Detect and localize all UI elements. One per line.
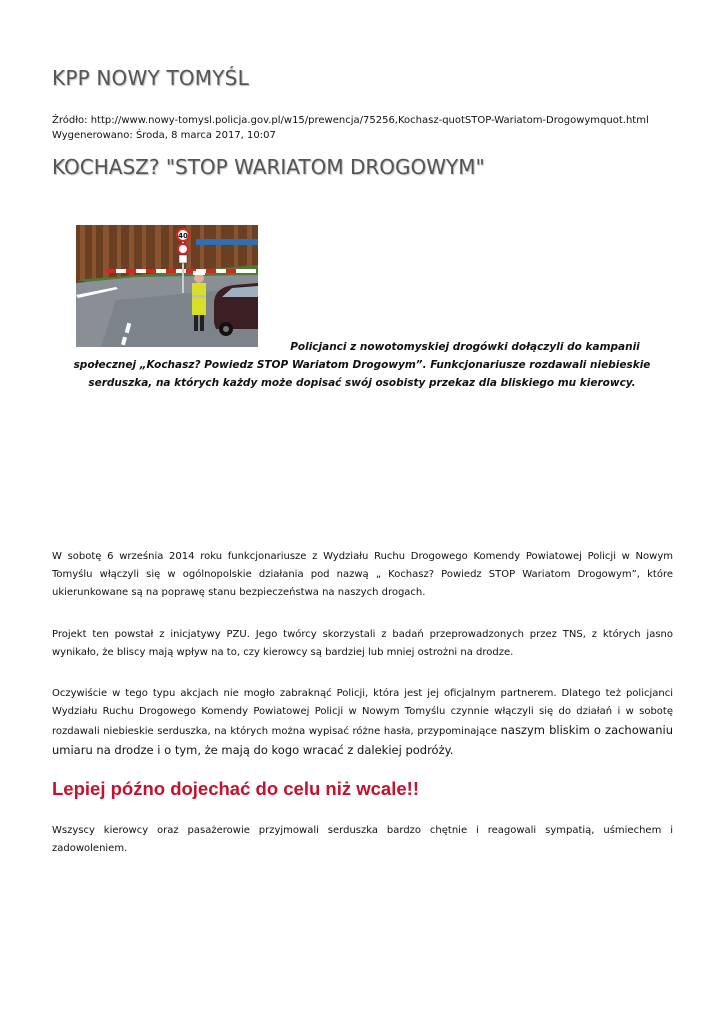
paragraph-5: Wszyscy kierowcy oraz pasażerowie przyjmowali serduszka bardzo chętnie i reagowali sympatią, uśmiechem i zadowoleniem. bbox=[52, 825, 673, 854]
site-title: KPP NOWY TOMYŚL bbox=[52, 66, 249, 90]
paragraph-3-main: Oczywiście w tego typu akcjach nie mogło zabraknąć Policji, która jest jej oficjalnym partnerem. Dlatego też policjanci Wydziału Ruchu Drogowego Komendy Powiatowej Policji w Nowym Tomyślu czynnie włączyli się do działań i w sobotę rozdawali niebieskie serduszka, na których można wypisać różne hasła, przypominające bbox=[52, 688, 673, 737]
generated-date: Wygenerowano: Środa, 8 marca 2017, 10:07 bbox=[52, 130, 276, 141]
speed-limit-sign: 40 bbox=[178, 232, 188, 240]
paragraph-3-tail: naszym bliskim o zachowaniu umiaru na drodze i o tym, że mają do kogo wracać z dalekiej podróży. bbox=[52, 723, 673, 757]
paragraph-3 bbox=[52, 685, 673, 761]
red-heading: Lepiej późno dojechać do celu niż wcale!! bbox=[52, 778, 419, 799]
paragraph-1: W sobotę 6 września 2014 roku funkcjonariusze z Wydziału Ruchu Drogowego Komendy Powiatowej Policji w Nowym Tomyślu włączyli się w ogólnopolskie działania pod nazwą „ Kochasz? Powiedz STOP Wariatom Drogowym”, które ukierunkowane są na poprawę stanu bezpieczeństwa na naszych drogach. bbox=[52, 551, 673, 598]
article-photo bbox=[76, 225, 258, 347]
paragraph-2: Projekt ten powstał z inicjatywy PZU. Jego twórcy skorzystali z badań przeprowadzonych przez TNS, z których jasno wynikało, że bliscy mają wpływ na to, czy kierowcy są bardziej lub mniej ostrożni na drodze. bbox=[52, 629, 673, 658]
source-line: Źródło: http://www.nowy-tomysl.policja.gov.pl/w15/prewencja/75256,Kochasz-quotSTOP-Wariatom-Drogowymquot.html bbox=[52, 115, 649, 126]
photo-caption: Policjanci z nowotomyskiej drogówki dołączyli do kampanii społecznej „Kochasz? Powiedz STOP Wariatom Drogowym”. Funkcjonariusze rozdawali niebieskie serduszka, na których każdy może dopisać swój osobisty przekaz dla bliskiego mu kierowcy. bbox=[73, 341, 651, 389]
article-title: KOCHASZ? "STOP WARIATOM DROGOWYM" bbox=[52, 155, 485, 179]
